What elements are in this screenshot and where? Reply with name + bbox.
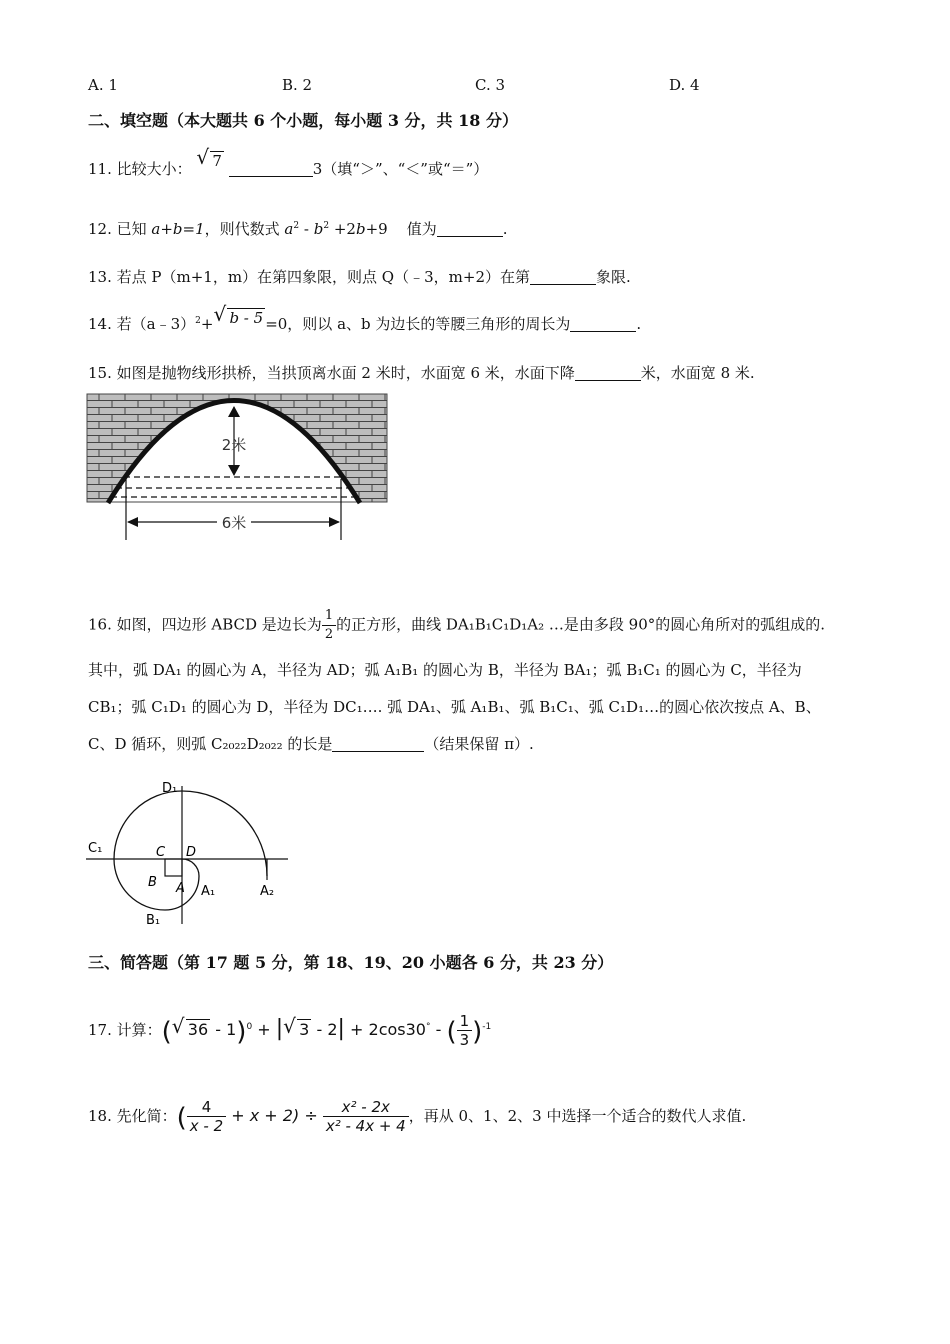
q11-radicand: 7 <box>212 152 222 170</box>
question-11 <box>88 145 489 180</box>
spiral-arc <box>182 791 267 876</box>
q16-frac-num: 1 <box>322 607 336 626</box>
square-abcd <box>165 859 182 876</box>
question-18: 18. 先化简：( $\frac{4}{x - 2}$ + x + 2) ÷ $\frac{\text{x² - 2x}}{\text{x² - 4x + 4}}$ ，再从 0、1、2、3 中选择一个适合的数代人求值. <box>88 1098 747 1135</box>
spiral-figure <box>86 768 291 938</box>
q17-frac-den: 3 <box>459 1031 470 1049</box>
q18-mid: + x + 2) <box>231 1106 300 1125</box>
section2-title: 二、填空题（本大题共 6 个小题，每小题 3 分，共 18 分） <box>88 111 518 130</box>
q12-text-a: 12. 已知 <box>88 220 152 238</box>
height-label: 2米 <box>221 436 247 454</box>
label-d1: D₁ <box>162 781 178 796</box>
q12-tail: 值为 <box>406 220 437 238</box>
q17-sqrt-36: √ 36 <box>171 1014 209 1039</box>
question-16-line3: CB₁；弧 C₁D₁ 的圆心为 D，半径为 DC₁…. 弧 DA₁、弧 A₁B₁、弧 B₁C₁、弧 C₁D₁…的圆心依次按点 A、B、 <box>88 698 821 716</box>
label-a: A <box>176 881 185 896</box>
q18-div: ÷ <box>304 1106 318 1125</box>
q13-blank[interactable] <box>530 268 596 285</box>
q14-sqrt: √ b - 5 <box>213 302 264 327</box>
q16-line1-a: 16. 如图，四边形 ABCD 是边长为 <box>88 615 322 634</box>
label-c1: C₁ <box>88 841 103 856</box>
q15-text: 15. 如图是抛物线形拱桥，当拱顶离水面 2 米时，水面宽 6 米，水面下降 <box>88 364 575 382</box>
q17-part4: - <box>435 1020 442 1039</box>
q12-expression: $a^2 - b^2 +2b+9$ <box>284 220 388 238</box>
question-16-line1 <box>88 607 825 644</box>
question-15 <box>88 362 755 384</box>
label-a2: A₂ <box>260 884 275 899</box>
q16-blank[interactable] <box>332 735 424 752</box>
q17-part3: + 2cos30 <box>350 1020 426 1039</box>
q17-num: 17. 计算： <box>88 1021 162 1039</box>
q11-rest: 3（填“＞”、“＜”或“＝”） <box>312 160 489 178</box>
q18-frac2-den: x² - 4x + 4 <box>325 1117 406 1135</box>
q17-part1: - 1 <box>215 1020 237 1039</box>
q11-sqrt: √ 7 <box>196 145 222 170</box>
question-14: 14. 若（a﹣3）$^2$+ √ b - 5 =0，则以 a、b 为边长的等腰三角形的周长为 . <box>88 302 642 333</box>
q17-frac-num: 1 <box>457 1012 473 1031</box>
q18-tail: ，再从 0、1、2、3 中选择一个适合的数代人求值. <box>408 1107 747 1125</box>
label-d: D <box>186 845 197 860</box>
q16-frac-den: 2 <box>324 627 334 642</box>
question-16-line2: 其中，弧 DA₁ 的圆心为 A，半径为 AD；弧 A₁B₁ 的圆心为 B，半径为 BA₁；弧 B₁C₁ 的圆心为 C，半径为 <box>88 661 802 679</box>
q18-fraction-2 <box>323 1098 409 1135</box>
q13-end: 象限. <box>596 268 631 286</box>
q17-fraction <box>457 1012 473 1049</box>
q18-fraction-1 <box>187 1098 226 1135</box>
q16-fraction <box>322 607 336 644</box>
option-b: B. 2 <box>282 76 313 94</box>
q18-frac2-num: x² - 2x <box>323 1098 409 1117</box>
question-17: 17. 计算：( √ 36 - 1)$^0$ + | √ 3 - 2| + 2cos30° - ( $\frac{1}{3}$ )$^{-1}$ <box>88 1012 492 1049</box>
question-12 <box>88 218 508 240</box>
q14-end: . <box>636 315 642 333</box>
section3-title: 三、简答题（第 17 题 5 分，第 18、19、20 小题各 6 分，共 23 分） <box>88 953 614 972</box>
q15-blank[interactable] <box>575 364 641 381</box>
question-16-line4 <box>88 733 534 755</box>
label-a1: A₁ <box>201 884 216 899</box>
q17-part2: - 2 <box>316 1020 338 1039</box>
q12-blank[interactable] <box>437 220 503 237</box>
q11-blank[interactable] <box>229 160 313 177</box>
q11-num: 11. 比较大小： <box>88 160 192 178</box>
q16-line4-b: （结果保留 π）. <box>424 735 534 753</box>
q12-end: . <box>502 220 508 238</box>
q17-sqrt-3: √ 3 <box>283 1014 310 1039</box>
q18-frac1-den: x - 2 <box>189 1117 224 1135</box>
q18-frac1-num: 4 <box>187 1098 226 1117</box>
q17-radicand-36: 36 <box>187 1020 209 1039</box>
option-a: A. 1 <box>88 76 118 94</box>
q16-line1-b: 的正方形，曲线 DA₁B₁C₁D₁A₂ …是由多段 90°的圆心角所对的弧组成的. <box>336 615 826 634</box>
question-13 <box>88 266 631 288</box>
label-b: B <box>148 875 157 890</box>
q12-text-b: ，则代数式 <box>204 220 285 238</box>
q14-pre: 14. 若（a﹣3） <box>88 315 196 333</box>
q12-condition: a+b=1 <box>151 220 205 238</box>
q14-blank[interactable] <box>570 315 636 332</box>
q18-num: 18. 先化简： <box>88 1107 177 1125</box>
width-label: 6米 <box>221 514 247 532</box>
option-c: C. 3 <box>475 76 506 94</box>
bridge-figure <box>86 393 391 543</box>
q14-post: =0，则以 a、b 为边长的等腰三角形的周长为 <box>265 315 571 333</box>
label-c: C <box>156 845 166 860</box>
q16-line4-a: C、D 循环，则弧 C₂₀₂₂D₂₀₂₂ 的长是 <box>88 735 333 753</box>
q13-text: 13. 若点 P（m+1，m）在第四象限，则点 Q（﹣3，m+2）在第 <box>88 268 530 286</box>
q15-end: 米，水面宽 8 米. <box>640 364 755 382</box>
label-b1: B₁ <box>146 913 161 928</box>
q17-radicand-3: 3 <box>299 1020 310 1039</box>
option-d: D. 4 <box>669 76 700 94</box>
q14-radicand: b - 5 <box>229 309 264 327</box>
